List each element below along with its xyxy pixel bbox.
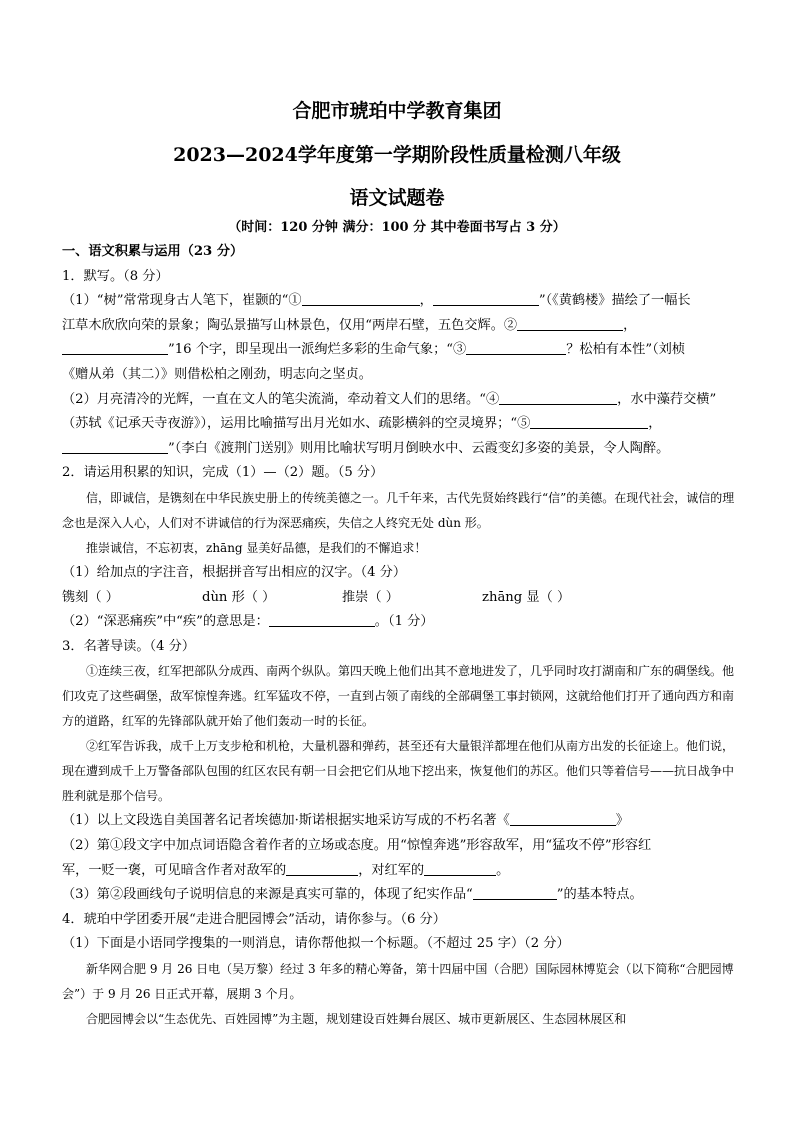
question-1-part-1: （1）“树”常常现身古人笔下，崔颢的“① ， ”（《黄鹤楼》描绘了一幅长 [62, 289, 742, 314]
question-1-part-2-cont: （苏轼《记承天寺夜游》），运用比喻描写出月光如水、疏影横斜的空灵境界；“⑤ ， [62, 412, 742, 437]
question-4-title: 4．琥珀中学团委开展“走进合肥园博会”活动，请你参与。（6 分） [62, 911, 446, 927]
pinyin-item[interactable]: 推崇（ ） [342, 589, 399, 605]
question-2-passage: 信，即诚信，是镌刻在中华民族史册上的传统美德之一。几千年来，古代先贤始终践行“信”的美德。在现代社会，诚信的理念也是深入人心，人们对不讲诚信的行为深恶痛疾，失信之人终究无处 dùn 形。 [62, 490, 735, 530]
question-1-part-2: （2）月亮清冷的光辉，一直在文人的笔尖流淌，牵动着文人们的思绪。“④ ，水中藻荇交横” [62, 388, 742, 413]
question-3-sub-3: （3）第②段画线句子说明信息的来源是真实可靠的，体现了纪实作品“ ”的基本特点。 [62, 883, 742, 908]
question-1-part-1-cont3: 《赠从弟（其二）》则借松柏之刚劲，明志向之坚贞。 [62, 366, 372, 382]
question-3-sub-1: （1）以上文段选自美国著名记者埃德加·斯诺根据实地采访写成的不朽名著《 》 [62, 809, 742, 834]
pinyin-item[interactable]: zhāng 显（ ） [482, 589, 571, 605]
exam-title: 2023—2024学年度第一学期阶段性质量检测八年级 [173, 144, 621, 166]
answer-blank[interactable] [302, 290, 420, 306]
answer-blank[interactable] [510, 810, 616, 826]
answer-blank[interactable] [473, 884, 557, 900]
answer-blank[interactable] [424, 860, 496, 876]
pinyin-item[interactable]: 镌刻（ ） [62, 589, 119, 605]
answer-blank[interactable] [499, 389, 617, 405]
question-3-passage-2: ②红军告诉我，成千上万支步枪和机枪，大量机器和弹药，甚至还有大量银洋都埋在他们从南方出发的长征途上。他们说，现在遭到成千上万警备部队包围的红区农民有朝一日会把它们从地下挖出来，恢复他们的苏区。他们只等着信号——抗日战争中胜利就是那个信号。 [62, 739, 735, 804]
pinyin-item[interactable]: dùn 形（ ） [202, 589, 276, 605]
exam-info: （时间：120 分钟 满分：100 分 其中卷面书写占 3 分） [228, 220, 566, 235]
question-3-title: 3．名著导读。（4 分） [62, 638, 196, 654]
school-name: 合肥市琥珀中学教育集团 [292, 100, 502, 122]
question-3-sub-2-cont: 军，一贬一褒，可见暗含作者对敌军的 ，对红军的 。 [62, 859, 742, 884]
question-3-sub-2: （2）第①段文字中加点词语隐含着作者的立场或态度。用“惊惶奔逃”形容敌军，用“猛攻不停”形容红 [62, 837, 652, 853]
news-passage-2: 合肥园博会以“生态优先、百姓园博”为主题，规划建设百姓舞台展区、城市更新展区、生态园林展区和 [86, 1011, 627, 1026]
answer-blank[interactable] [62, 339, 168, 355]
question-1-title: 1．默写。（8 分） [62, 268, 169, 284]
question-2-passage-2: 推崇诚信，不忘初衷，zhāng 显美好品德，是我们的不懈追求！ [86, 540, 427, 555]
question-1-part-1-cont2: ”16 个字，即呈现出一派绚烂多彩的生命气象；“③ ？松柏有本性”（刘桢 [62, 338, 742, 363]
question-4-sub-1: （1）下面是小语同学搜集的一则消息，请你帮他拟一个标题。（不超过 25 字）（2 分） [62, 936, 570, 952]
answer-blank[interactable] [62, 438, 168, 454]
answer-blank[interactable] [433, 290, 539, 306]
question-1-part-1-cont: 江草木欣欣向荣的景象；陶弘景描写山林景色，仅用“两岸石壁，五色交辉。② ， [62, 314, 742, 339]
question-2-title: 2．请运用积累的知识，完成（1）—（2）题。（5 分） [62, 465, 384, 481]
subject-title: 语文试题卷 [349, 187, 445, 209]
question-2-sub-1: （1）给加点的字注音，根据拼音写出相应的汉字。（4 分） [62, 564, 407, 580]
answer-blank[interactable] [286, 860, 358, 876]
answer-blank[interactable] [517, 315, 623, 331]
answer-blank[interactable] [530, 413, 648, 429]
exam-content [62, 240, 742, 1032]
section-title: 一、语文积累与运用（23 分） [62, 244, 244, 259]
question-3-passage-1: ①连续三夜，红军把部队分成西、南两个纵队。第四天晚上他们出其不意地进发了，几乎同时攻打湖南和广东的碉堡线。他们攻克了这些碉堡，敌军惊惶奔逃。红军猛攻不停，一直到占领了南线的全部碉堡工事封锁网，这就给他们打开了通向西方和南方的道路，红军的先锋部队就开始了他们轰动一时的长征。 [62, 664, 735, 729]
answer-blank[interactable] [269, 611, 375, 627]
answer-blank[interactable] [466, 339, 566, 355]
news-passage: 新华网合肥 9 月 26 日电（吴万黎）经过 3 年多的精心筹备，第十四届中国（合肥）国际园林博览会（以下简称“合肥园博会”）于 9 月 26 日正式开幕，展期 3 个月。 [62, 961, 734, 1001]
question-1-part-2-cont2: ”（李白《渡荆门送别》则用比喻状写明月倒映水中、云霞变幻多姿的美景，令人陶醉。 [62, 437, 742, 462]
question-2-sub-2: （2）“深恶痛疾”中“疾”的意思是： 。（1 分） [62, 610, 742, 635]
pinyin-items [62, 586, 742, 611]
